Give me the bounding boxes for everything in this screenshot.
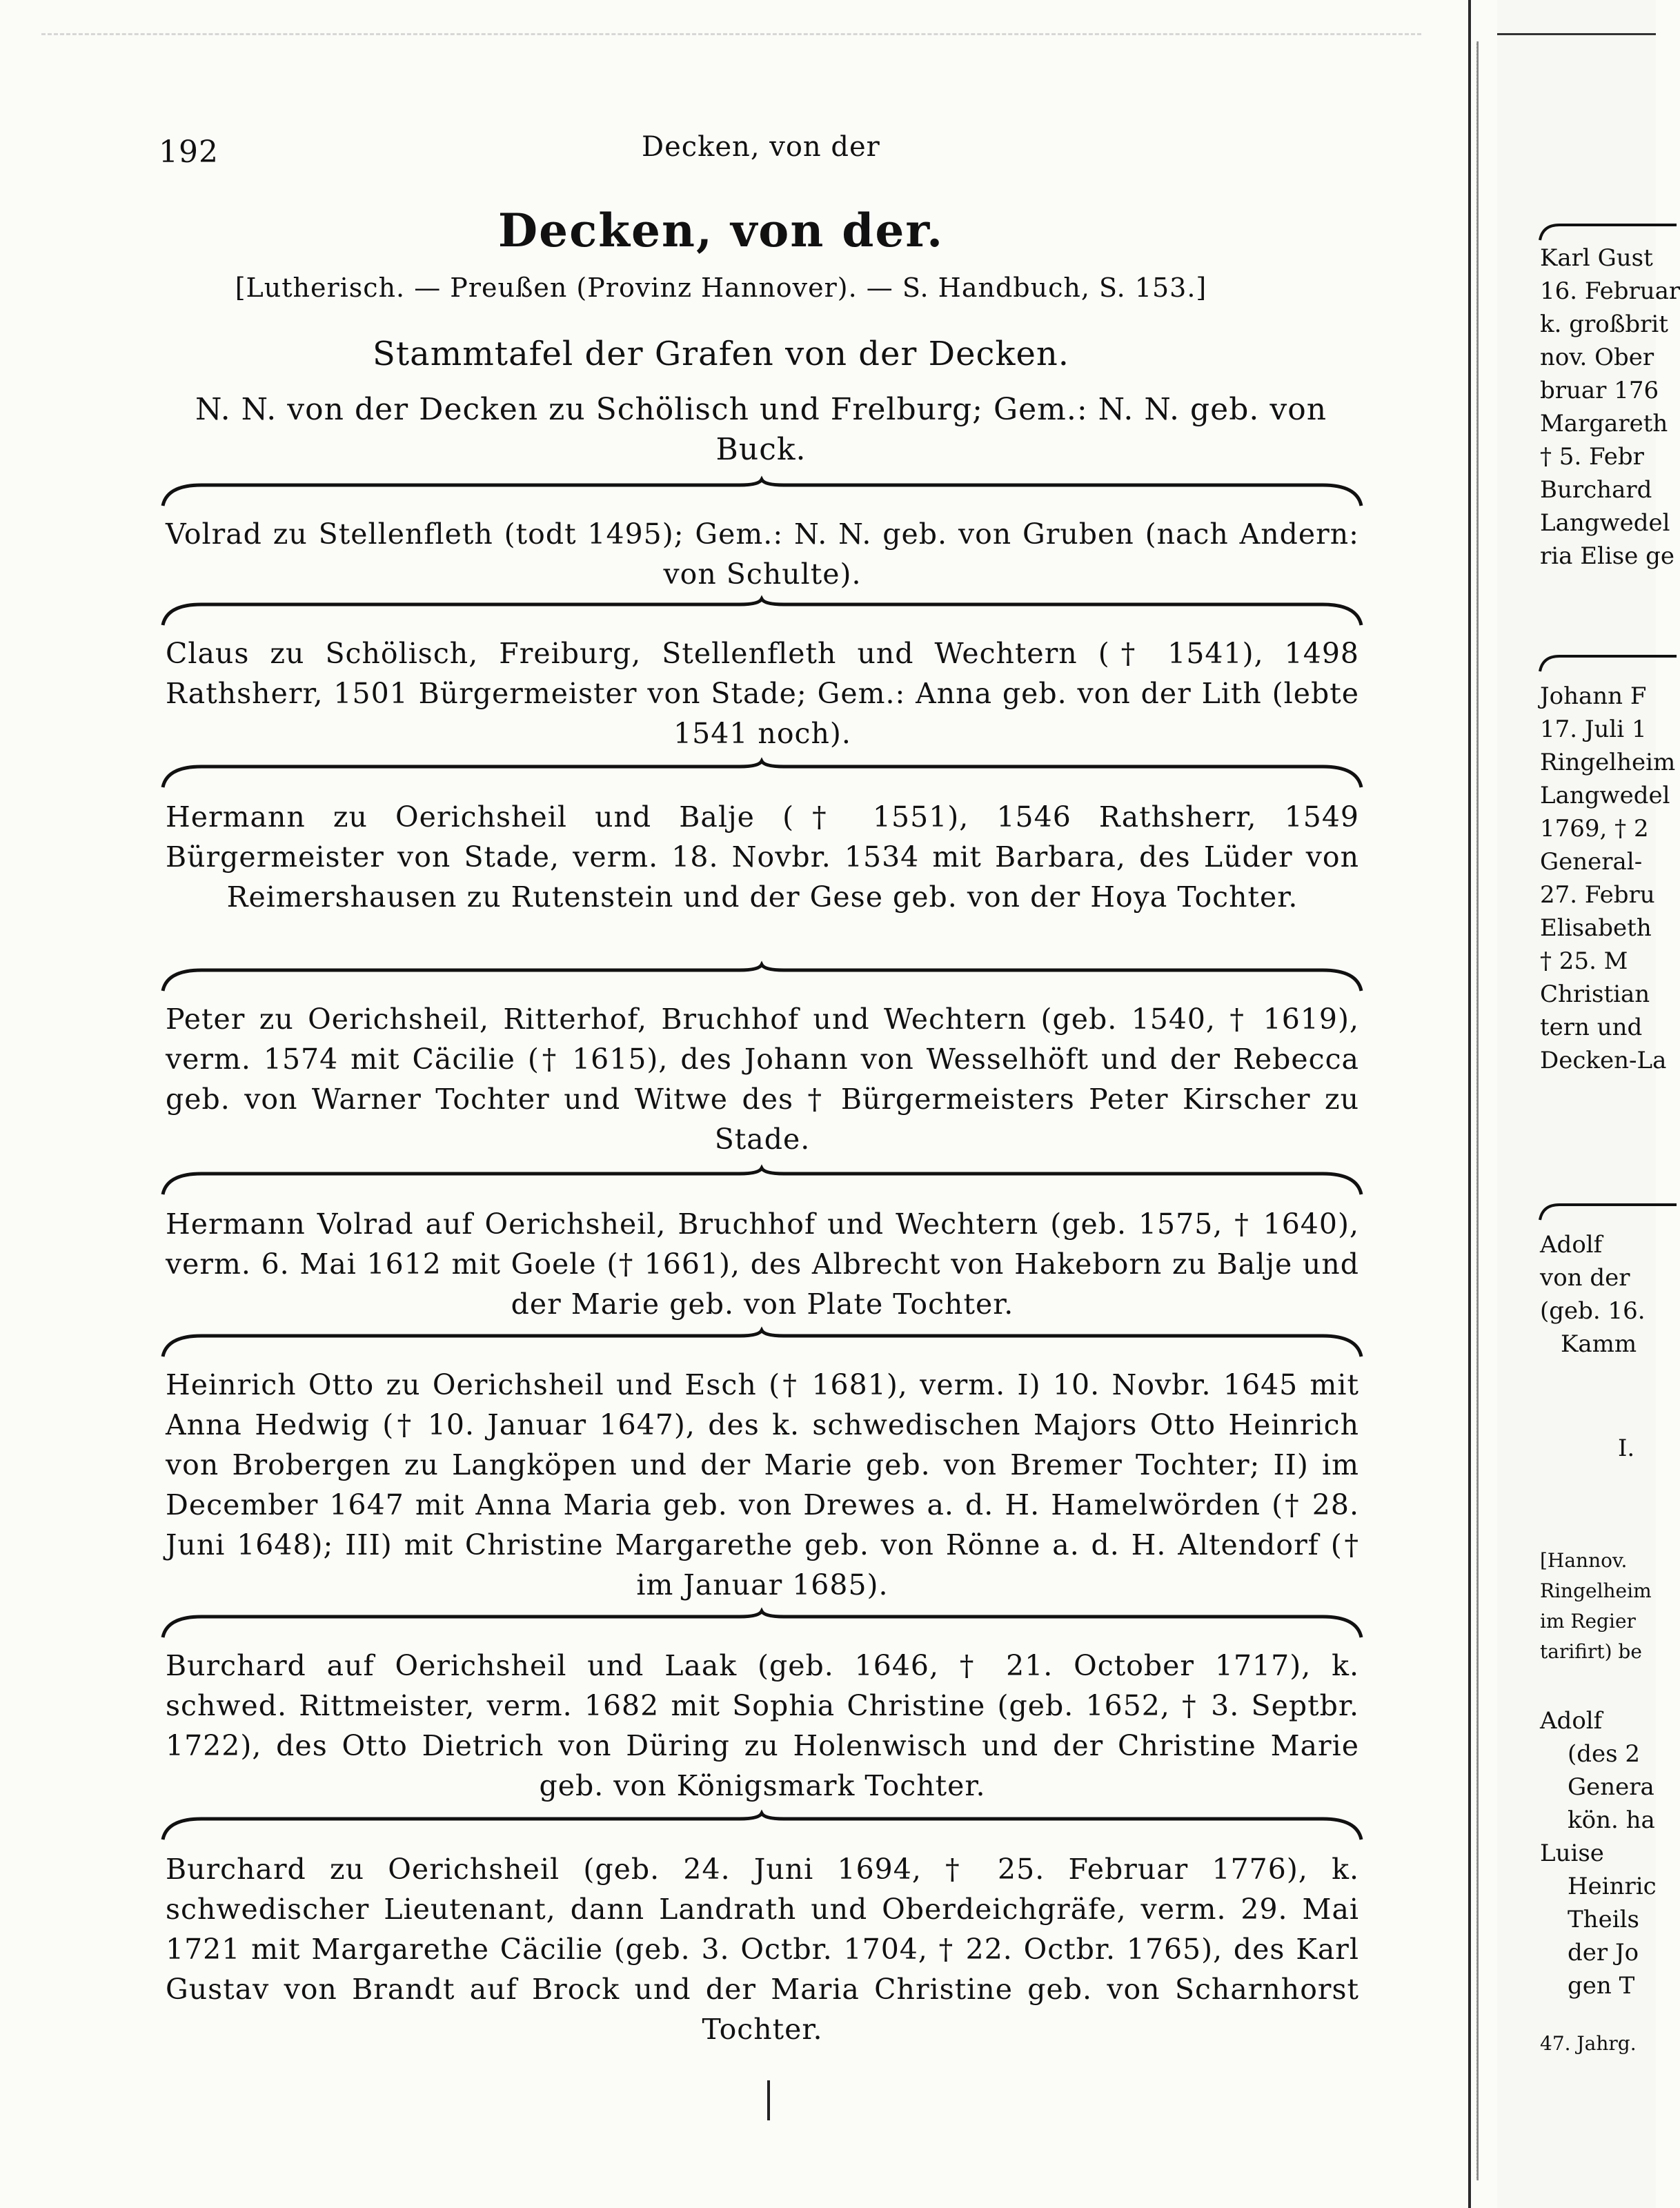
- right-line: 1769, † 2: [1540, 815, 1649, 842]
- generation-6: Heinrich Otto zu Oerichsheil und Esch († 1681), verm. I) 10. Novbr. 1645 mit Anna Hedwig († 10. Januar 1647), des k. schwedischen Majors Otto Heinrich von Brobergen zu Langköpen und der Marie geb. von Bremer Tochter; II) im December 1647 mit Anna Maria geb. von Drewes a. d. H. Hamelwörden († 28. Juni 1648); III) mit Christine Margarethe geb. von Rönne a. d. H. Altendorf († im Januar 1685).: [166, 1368, 1359, 1601]
- right-line: gen T: [1568, 1972, 1635, 2000]
- right-block-1: [1540, 241, 1680, 573]
- bracket-divider: [160, 1611, 1364, 1640]
- generation-5: Hermann Volrad auf Oerichsheil, Bruchhof und Wechtern (geb. 1575, † 1640), verm. 6. Mai 1612 mit Goele († 1661), des Albrecht von Hakeborn zu Balje und der Marie geb. von Plate Tochter.: [166, 1208, 1359, 1321]
- right-line: Adolf: [1540, 1231, 1603, 1259]
- gutter-edge: [1468, 0, 1471, 2208]
- right-line: Luise: [1540, 1840, 1604, 1867]
- right-line: † 5. Febr: [1540, 443, 1644, 471]
- right-line: Langwedel: [1540, 509, 1670, 537]
- bracket-divider: [160, 1168, 1364, 1197]
- right-line: Kamm: [1561, 1330, 1637, 1358]
- bracket-divider: [160, 761, 1364, 790]
- right-line: Adolf: [1540, 1707, 1603, 1735]
- right-line: Heinric: [1568, 1873, 1657, 1900]
- bracket-divider: [160, 1813, 1364, 1842]
- right-line: 27. Febru: [1540, 881, 1655, 909]
- right-line: Ringelheim: [1540, 749, 1676, 776]
- right-line: [Hannov.: [1540, 1549, 1628, 1572]
- right-block-4: [1618, 1432, 1634, 1465]
- generation-1: Volrad zu Stellenfleth (todt 1495); Gem.: N. N. geb. von Gruben (nach Andern: von Schulte).: [166, 518, 1359, 591]
- right-line: von der: [1540, 1264, 1630, 1292]
- right-line: Decken-La: [1540, 1047, 1667, 1074]
- right-line: † 25. M: [1540, 947, 1628, 975]
- table-title: Stammtafel der Grafen von der Decken.: [372, 335, 1070, 373]
- right-line: Ringelheim: [1540, 1579, 1652, 1602]
- right-line: nov. Ober: [1540, 344, 1654, 371]
- right-line: 17. Juli 1: [1540, 716, 1647, 743]
- generation-4: Peter zu Oerichsheil, Ritterhof, Bruchhof und Wechtern (geb. 1540, † 1619), verm. 1574 mit Cäcilie († 1615), des Johann von Wesselhöft und der Rebecca geb. von Warner Tochter und Witwe des † Bürgermeisters Peter Kirscher zu Stade.: [166, 1003, 1359, 1156]
- right-line: k. großbrit: [1540, 310, 1668, 338]
- scan-artifact: [41, 33, 1421, 56]
- right-line: Elisabeth: [1540, 914, 1652, 942]
- right-block-5: [1540, 1546, 1652, 1667]
- right-line: Langwedel: [1540, 782, 1670, 809]
- bracket-divider: [160, 1330, 1364, 1359]
- generation-8: Burchard zu Oerichsheil (geb. 24. Juni 1694, † 25. Februar 1776), k. schwedischer Lieutenant, dann Landrath und Oberdeichgräfe, verm. 29. Mai 1721 mit Margarethe Cäcilie (geb. 3. Octbr. 1704, † 22. Octbr. 1765), des Karl Gustav von Brandt auf Brock und der Maria Christine geb. von Scharnhorst Tochter.: [166, 1853, 1359, 2046]
- right-bracket: [1539, 221, 1677, 241]
- right-line: Theils: [1568, 1906, 1639, 1933]
- right-bracket: [1539, 652, 1677, 673]
- right-line: kön. ha: [1568, 1806, 1655, 1834]
- generation-3: Hermann zu Oerichsheil und Balje († 1551), 1546 Rathsherr, 1549 Bürgermeister von Stade, verm. 18. Novbr. 1534 mit Barbara, des Lüder von Reimershausen zu Rutenstein und der Gese geb. von der Hoya Tochter.: [166, 800, 1359, 914]
- generation-7: Burchard auf Oerichsheil und Laak (geb. 1646, † 21. October 1717), k. schwed. Rittmeister, verm. 1682 mit Sophia Christine (geb. 1652, † 3. Septbr. 1722), des Otto Dietrich von Düring zu Holenwisch und der Christine Marie geb. von Königsmark Tochter.: [166, 1649, 1359, 1802]
- root-ancestor: N. N. von der Decken zu Schölisch und Frelburg; Gem.: N. N. geb. von Buck.: [195, 392, 1327, 467]
- right-block-3: [1540, 1228, 1646, 1361]
- right-line: Margareth: [1540, 410, 1668, 437]
- right-block-2: [1540, 680, 1675, 1077]
- right-line: tarifirt) be: [1540, 1640, 1642, 1663]
- right-line: der Jo: [1568, 1939, 1639, 1966]
- right-line: (geb. 16.: [1540, 1297, 1646, 1325]
- right-bracket: [1539, 1201, 1677, 1221]
- right-footer: 47. Jahrg.: [1540, 2032, 1637, 2055]
- book-gutter: [1442, 0, 1497, 2208]
- right-line: 16. Februar: [1540, 277, 1680, 305]
- right-line: Genera: [1568, 1773, 1654, 1801]
- gutter-shadow: [1476, 41, 1479, 2180]
- page-edge: [1497, 33, 1656, 35]
- right-block-6: [1540, 1704, 1657, 2002]
- right-line: ria Elise ge: [1540, 542, 1675, 570]
- bracket-divider: [160, 480, 1364, 509]
- descent-line: [767, 2080, 770, 2120]
- right-line: Burchard: [1540, 476, 1652, 504]
- right-line: Johann F: [1540, 682, 1647, 710]
- right-line: Karl Gust: [1540, 244, 1653, 272]
- running-head: Decken, von der: [642, 131, 880, 163]
- right-line: im Regier: [1540, 1610, 1636, 1633]
- page-number: 192: [159, 135, 219, 170]
- right-page-fragment: [1497, 0, 1680, 2208]
- right-line: (des 2: [1568, 1740, 1641, 1768]
- bracket-divider: [160, 965, 1364, 994]
- right-line: tern und: [1540, 1014, 1643, 1041]
- right-line: I.: [1618, 1435, 1635, 1462]
- right-line: General-: [1540, 848, 1643, 876]
- right-line: bruar 176: [1540, 377, 1659, 404]
- bracket-divider: [160, 599, 1364, 628]
- main-title: Decken, von der.: [497, 204, 945, 257]
- right-line: Christian: [1540, 980, 1650, 1008]
- subtitle: [Lutherisch. — Preußen (Provinz Hannover). — S. Handbuch, S. 153.]: [235, 273, 1207, 303]
- generation-2: Claus zu Schölisch, Freiburg, Stellenfleth und Wechtern († 1541), 1498 Rathsherr, 1501 Bürgermeister von Stade; Gem.: Anna geb. von der Lith (lebte 1541 noch).: [166, 637, 1359, 750]
